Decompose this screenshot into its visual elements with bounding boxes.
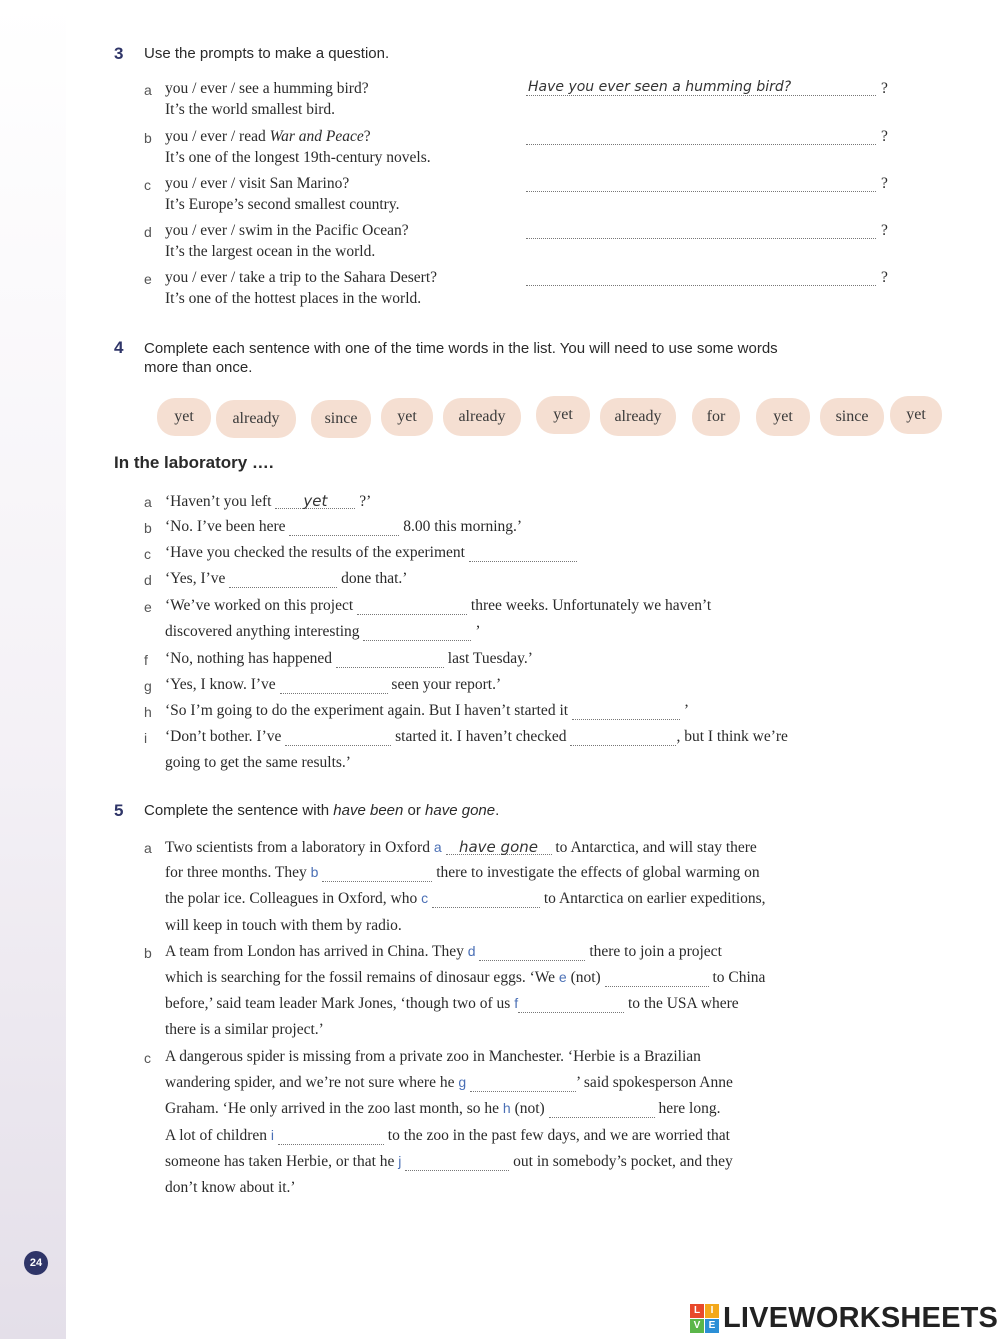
word-chip: already [216,400,296,438]
question-mark: ? [881,222,888,239]
paragraph-5a-line3: the polar ice. Colleagues in Oxford, who c to Antarctica on earlier expeditions, [165,890,766,907]
answer-input-3e[interactable] [526,268,876,286]
liveworksheets-logo [690,1302,998,1335]
sentence-4a: ‘Haven’t you left yet ?’ [165,492,372,510]
prompt-text: you / ever / take a trip to the Sahara Desert? [165,269,437,286]
answer-5a[interactable]: have gone [446,838,552,855]
prompt-text: you / ever / see a humming bird? [165,80,369,97]
prompt-text: you / ever / visit San Marino? [165,175,350,192]
exercise-4-instruction-line2: more than once. [144,359,253,376]
item-letter: e [144,599,152,615]
info-text: It’s Europe’s second smallest country. [165,196,400,213]
answer-5b[interactable] [322,865,432,882]
item-letter: a [144,840,152,856]
exercise-4-number: 4 [114,338,124,357]
page-margin-band [0,0,66,1339]
item-letter: b [144,520,152,536]
answer-input-3b[interactable] [526,127,876,145]
sentence-4b: ‘No. I’ve been here 8.00 this morning.’ [165,518,523,535]
question-mark: ? [881,80,888,97]
paragraph-5a-line4: will keep in touch with them by radio. [165,917,402,934]
answer-4i-2[interactable] [570,729,676,746]
sentence-4f: ‘No, nothing has happened last Tuesday.’ [165,650,533,667]
answer-4h[interactable] [572,703,680,720]
item-letter: c [144,1050,151,1066]
answer-5j[interactable] [405,1154,509,1171]
item-letter: h [144,704,152,720]
paragraph-5c-line3: Graham. ‘He only arrived in the zoo last month, so he h (not) here long. [165,1100,721,1117]
word-chip: for [692,398,740,436]
answer-4c[interactable] [469,545,577,562]
item-letter: b [144,945,152,961]
sentence-4e-cont: discovered anything interesting ’ [165,623,481,640]
section-heading: In the laboratory …. [114,453,274,472]
paragraph-5a-line2: for three months. They b there to investigate the effects of global warming on [165,864,760,881]
answer-5g[interactable] [470,1075,576,1092]
answer-4b[interactable] [289,519,399,536]
answer-5i[interactable] [278,1128,384,1145]
item-letter: f [144,652,148,668]
sentence-4d: ‘Yes, I’ve done that.’ [165,570,408,587]
answer-5h[interactable] [549,1101,655,1118]
exercise-4-instruction-line1: Complete each sentence with one of the time words in the list. You will need to use some words [144,340,778,357]
sentence-4c: ‘Have you checked the results of the experiment [165,544,577,562]
answer-input-3d[interactable] [526,221,876,239]
item-letter: d [144,572,152,588]
answer-4f[interactable] [336,651,444,668]
answer-4e-1[interactable] [357,598,467,615]
answer-4a[interactable]: yet [275,492,355,509]
sentence-4g: ‘Yes, I know. I’ve seen your report.’ [165,676,502,693]
answer-5e[interactable] [605,970,709,987]
sentence-4i: ‘Don’t bother. I’ve started it. I haven’t checked , but I think we’re [165,728,788,745]
info-text: It’s the world smallest bird. [165,101,336,118]
answer-4e-2[interactable] [363,624,471,641]
word-chip: yet [756,398,810,436]
sentence-4e: ‘We’ve worked on this project three weeks. Unfortunately we haven’t [165,597,712,614]
word-chip: since [820,398,884,436]
answer-input-3a[interactable] [526,78,876,96]
exercise-5-instruction: Complete the sentence with have been or have gone. [144,802,500,819]
info-text: It’s the largest ocean in the world. [165,243,376,260]
question-mark: ? [881,128,888,145]
page-number-badge: 24 [24,1251,48,1275]
exercise-5-number: 5 [114,801,124,820]
word-chip: yet [157,398,211,436]
item-letter: g [144,678,152,694]
answer-4d[interactable] [229,571,337,588]
info-text: It’s one of the hottest places in the world. [165,290,422,307]
paragraph-5b-line3: before,’ said team leader Mark Jones, ‘though two of us f to the USA where [165,995,739,1012]
logo-text: LIVEWORKSHEETS [723,1302,999,1334]
answer-4i-1[interactable] [285,729,391,746]
prompt-text: you / ever / swim in the Pacific Ocean? [165,222,409,239]
sentence-4i-cont: going to get the same results.’ [165,754,351,771]
word-chip: already [600,398,676,436]
paragraph-5b-line1: A team from London has arrived in China. They d there to join a project [165,943,722,960]
paragraph-5c-line1: A dangerous spider is missing from a private zoo in Manchester. ‘Herbie is a Brazilian [165,1048,701,1065]
paragraph-5b-line2: which is searching for the fossil remains of dinosaur eggs. ‘We e (not) to China [165,969,766,986]
paragraph-5b-line4: there is a similar project.’ [165,1021,324,1038]
word-chip: since [311,400,371,438]
sentence-4h: ‘So I’m going to do the experiment again. But I haven’t started it ’ [165,702,689,719]
answer-input-3c[interactable] [526,174,876,192]
word-chip: yet [381,398,433,436]
paragraph-5c-line4: A lot of children i to the zoo in the past few days, and we are worried that [165,1127,730,1144]
item-letter: d [144,224,152,240]
item-letter: i [144,730,148,746]
item-letter: a [144,82,152,98]
logo-tile: I [705,1304,719,1318]
exercise-3-instruction: Use the prompts to make a question. [144,45,390,62]
prompt-text: you / ever / read War and Peace? [165,128,371,145]
paragraph-5c-line5: someone has taken Herbie, or that he j out in somebody’s pocket, and they [165,1153,733,1170]
item-letter: c [144,177,151,193]
logo-tile: E [705,1319,719,1333]
word-chip: yet [890,396,942,434]
logo-tile: V [690,1319,704,1333]
item-letter: a [144,494,152,510]
exercise-3-number: 3 [114,44,124,63]
paragraph-5a-line1: Two scientists from a laboratory in Oxford a have gone to Antarctica, and will stay there [165,838,757,856]
paragraph-5c-line2: wandering spider, and we’re not sure where he g ’ said spokesperson Anne [165,1074,733,1091]
info-text: It’s one of the longest 19th-century novels. [165,149,431,166]
paragraph-5c-line6: don’t know about it.’ [165,1179,296,1196]
word-chip: yet [536,396,590,434]
item-letter: c [144,546,151,562]
answer-4g[interactable] [280,677,388,694]
logo-tile: L [690,1304,704,1318]
item-letter: b [144,130,152,146]
word-chip: already [443,398,521,436]
item-letter: e [144,271,152,287]
question-mark: ? [881,175,888,192]
question-mark: ? [881,269,888,286]
answer-5f[interactable] [518,996,624,1013]
answer-5d[interactable] [479,944,585,961]
logo-tiles-icon [690,1304,719,1333]
answer-5c[interactable] [432,891,540,908]
